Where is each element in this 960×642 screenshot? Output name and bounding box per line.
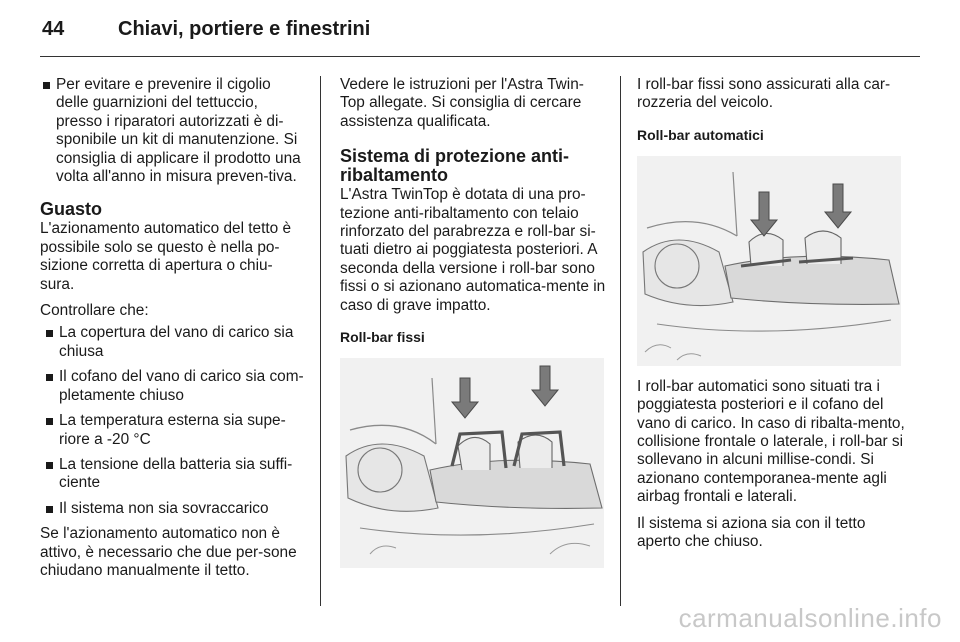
checklist (40, 324, 306, 518)
column-1 (40, 76, 306, 588)
paragraph: L'azionamento automatico del tetto è possibile solo se questo è nella po-sizione corretta di apertura o chiu-sura. (40, 220, 292, 293)
figure-fixed-rollbars (340, 358, 604, 568)
paragraph: Il sistema si aziona sia con il tetto aperto che chiuso. (637, 514, 866, 551)
paragraph: Vedere le istruzioni per l'Astra Twin-Top allegate. Si consiglia di cercare assistenza qualificata. (340, 76, 584, 130)
page-number: 44 (42, 18, 65, 40)
paragraph: L'Astra TwinTop è dotata di una pro-tezione anti-ribaltamento con telaio rinforzato del parabrezza e roll-bar si-tuati dietro ai poggiatesta posteriori. A seconda della versione i roll-bar sono fissi o si azionano automatica-mente in caso di grave impatto. (340, 186, 606, 314)
section-heading-rollover: Sistema di protezione anti-ribaltamento (340, 146, 570, 186)
paragraph: Se l'azionamento automatico non è attivo, è necessario che due per-sone chiudano manualmente il tetto. (40, 525, 297, 579)
list-item: Il cofano del vano di carico sia com-pletamente chiuso (40, 368, 306, 405)
subheading-fixed-rollbars: Roll-bar fissi (340, 329, 425, 346)
figure-automatic-rollbars (637, 156, 901, 366)
bullet-list (40, 76, 306, 186)
subheading-automatic-rollbars: Roll-bar automatici (637, 126, 764, 143)
list-item: La tensione della batteria sia suffi-ciente (40, 456, 306, 493)
paragraph: Controllare che: (40, 302, 149, 320)
section-heading-guasto: Guasto (40, 199, 103, 220)
page-title: Chiavi, portiere e finestrini (118, 18, 371, 40)
column-2 (340, 76, 608, 580)
list-item: Per evitare e prevenire il cigolio delle guarnizioni del tettuccio, presso i riparatori autorizzati è di-sponibile un kit di manutenzione. Si consiglia di applicare il prodotto una volta all'anno in misura preven-tiva. (40, 76, 306, 186)
column-3 (637, 76, 905, 559)
paragraph: I roll-bar fissi sono assicurati alla car-rozzeria del veicolo. (637, 76, 891, 112)
list-item: La temperatura esterna sia supe-riore a -20 °C (40, 412, 306, 449)
watermark-text: carmanualsonline.info (678, 603, 942, 633)
column-divider-2 (620, 76, 621, 606)
paragraph: I roll-bar automatici sono situati tra i poggiatesta posteriori e il cofano del vano di carico. In caso di ribalta-mento, collisione frontale o laterale, i roll-bar si sollevano in alcuni millise-condi. Si azionano contemporanea-mente agli airbag frontali e laterali. (637, 377, 905, 506)
column-divider-1 (320, 76, 321, 606)
list-item: Il sistema non sia sovraccarico (40, 500, 306, 518)
header-rule (40, 56, 920, 57)
list-item: La copertura del vano di carico sia chiusa (40, 324, 306, 361)
